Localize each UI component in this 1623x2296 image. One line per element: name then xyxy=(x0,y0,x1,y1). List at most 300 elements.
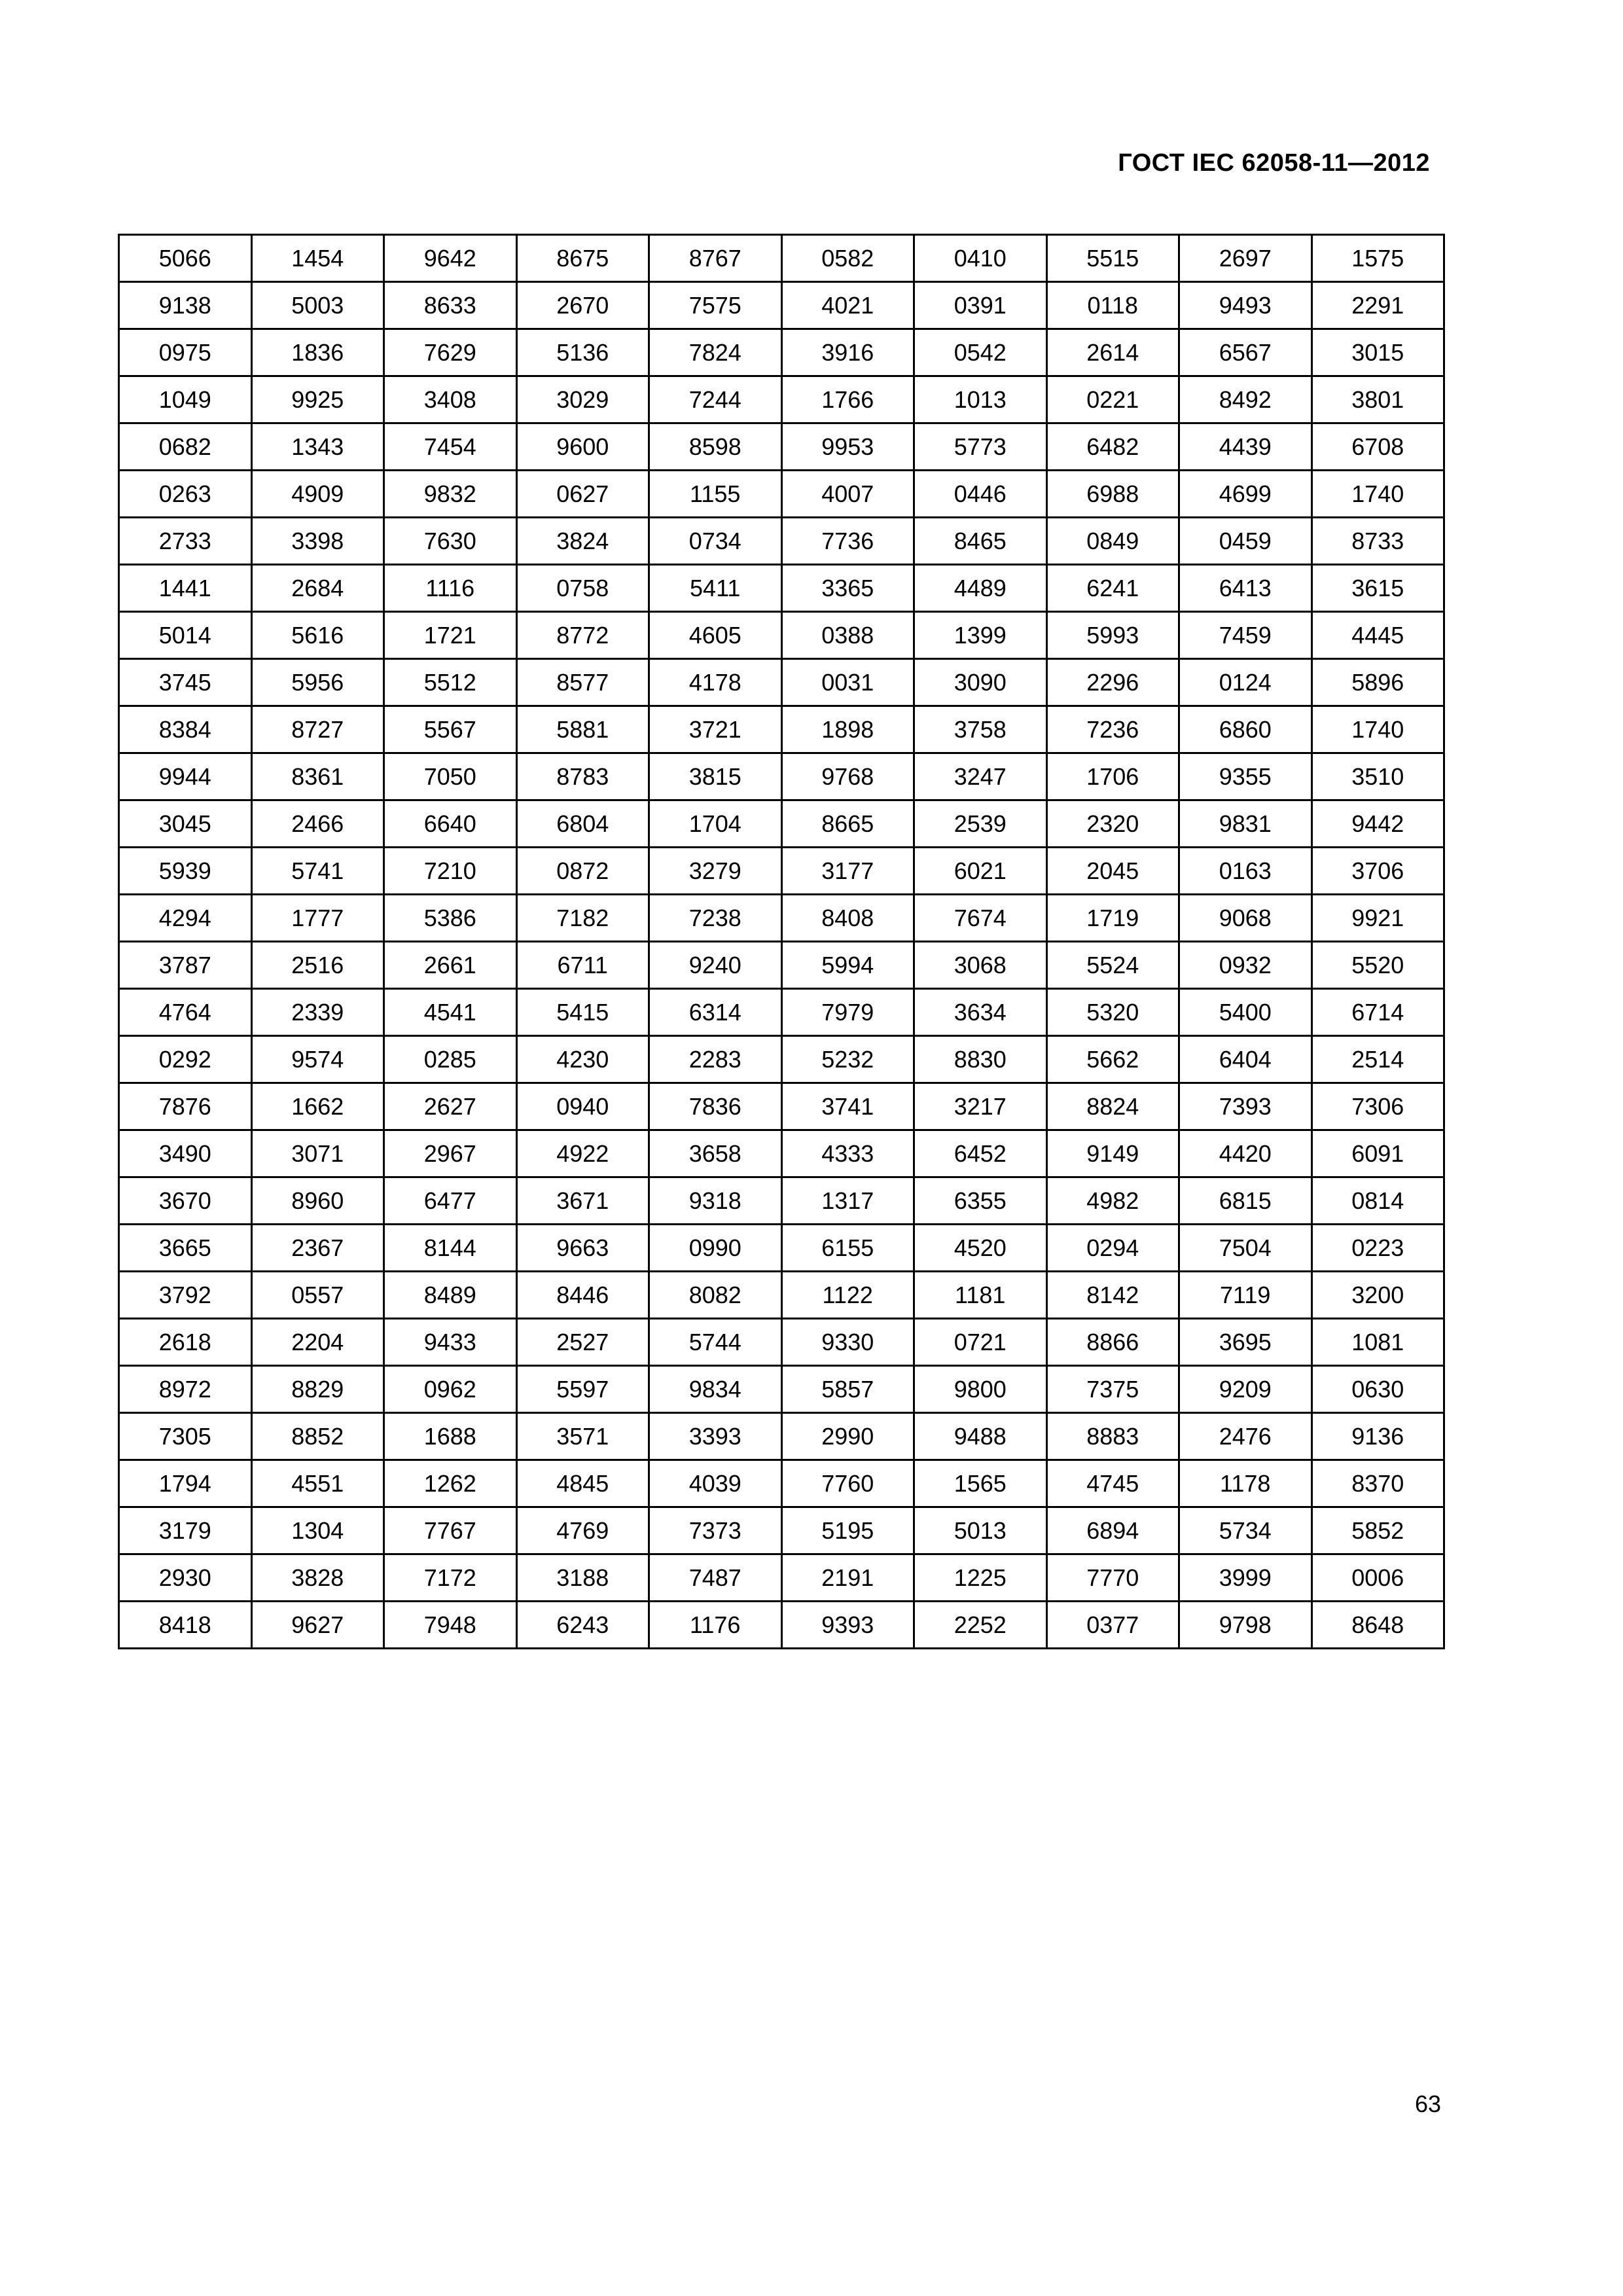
table-cell: 3916 xyxy=(781,329,914,376)
table-cell: 9768 xyxy=(781,753,914,800)
table-cell: 3815 xyxy=(649,753,782,800)
table-cell: 2204 xyxy=(251,1319,384,1366)
table-cell: 7836 xyxy=(649,1083,782,1130)
table-cell: 2967 xyxy=(384,1130,517,1177)
table-cell: 8830 xyxy=(914,1036,1047,1083)
table-row xyxy=(119,1460,1444,1507)
table-cell: 6860 xyxy=(1179,706,1312,753)
table-cell: 2045 xyxy=(1046,848,1179,895)
table-cell: 2466 xyxy=(251,800,384,848)
table-cell: 3177 xyxy=(781,848,914,895)
table-cell: 1317 xyxy=(781,1177,914,1225)
table-cell: 2367 xyxy=(251,1225,384,1272)
table-cell: 6482 xyxy=(1046,423,1179,471)
table-cell: 1343 xyxy=(251,423,384,471)
table-cell: 5852 xyxy=(1311,1507,1444,1554)
table-row xyxy=(119,753,1444,800)
table-cell: 5741 xyxy=(251,848,384,895)
table-cell: 0557 xyxy=(251,1272,384,1319)
table-cell: 8144 xyxy=(384,1225,517,1272)
table-cell: 8492 xyxy=(1179,376,1312,423)
table-cell: 1721 xyxy=(384,612,517,659)
table-cell: 3510 xyxy=(1311,753,1444,800)
table-row xyxy=(119,235,1444,282)
table-cell: 4909 xyxy=(251,471,384,518)
table-cell: 2670 xyxy=(516,282,649,329)
table-cell: 7948 xyxy=(384,1602,517,1649)
table-cell: 8465 xyxy=(914,518,1047,565)
table-cell: 2296 xyxy=(1046,659,1179,706)
table-cell: 3015 xyxy=(1311,329,1444,376)
table-cell: 2539 xyxy=(914,800,1047,848)
table-cell: 2697 xyxy=(1179,235,1312,282)
table-cell: 7487 xyxy=(649,1554,782,1602)
table-cell: 9925 xyxy=(251,376,384,423)
table-row xyxy=(119,942,1444,989)
table-cell: 4007 xyxy=(781,471,914,518)
table-cell: 7824 xyxy=(649,329,782,376)
table-cell: 1176 xyxy=(649,1602,782,1649)
table-cell: 5066 xyxy=(119,235,252,282)
table-cell: 3029 xyxy=(516,376,649,423)
table-cell: 2733 xyxy=(119,518,252,565)
table-cell: 8633 xyxy=(384,282,517,329)
table-cell: 8852 xyxy=(251,1413,384,1460)
table-cell: 8577 xyxy=(516,659,649,706)
table-cell: 0682 xyxy=(119,423,252,471)
table-cell: 8960 xyxy=(251,1177,384,1225)
table-row xyxy=(119,706,1444,753)
table-cell: 3658 xyxy=(649,1130,782,1177)
table-row xyxy=(119,1083,1444,1130)
table-cell: 3792 xyxy=(119,1272,252,1319)
table-cell: 6477 xyxy=(384,1177,517,1225)
table-cell: 6404 xyxy=(1179,1036,1312,1083)
table-cell: 1565 xyxy=(914,1460,1047,1507)
table-cell: 1122 xyxy=(781,1272,914,1319)
table-cell: 3670 xyxy=(119,1177,252,1225)
table-cell: 0940 xyxy=(516,1083,649,1130)
table-row xyxy=(119,1602,1444,1649)
table-cell: 6567 xyxy=(1179,329,1312,376)
table-cell: 4178 xyxy=(649,659,782,706)
table-cell: 8489 xyxy=(384,1272,517,1319)
table-cell: 4922 xyxy=(516,1130,649,1177)
table-cell: 6894 xyxy=(1046,1507,1179,1554)
table-cell: 8767 xyxy=(649,235,782,282)
table-row xyxy=(119,659,1444,706)
table-cell: 6241 xyxy=(1046,565,1179,612)
table-cell: 9493 xyxy=(1179,282,1312,329)
table-cell: 5994 xyxy=(781,942,914,989)
table-cell: 5411 xyxy=(649,565,782,612)
table-cell: 0031 xyxy=(781,659,914,706)
table-cell: 5773 xyxy=(914,423,1047,471)
table-row xyxy=(119,1554,1444,1602)
table-cell: 8972 xyxy=(119,1366,252,1413)
table-cell: 3615 xyxy=(1311,565,1444,612)
table-cell: 7210 xyxy=(384,848,517,895)
table-cell: 4520 xyxy=(914,1225,1047,1272)
table-row xyxy=(119,282,1444,329)
table-row xyxy=(119,848,1444,895)
table-cell: 1740 xyxy=(1311,706,1444,753)
table-cell: 8883 xyxy=(1046,1413,1179,1460)
table-cell: 5857 xyxy=(781,1366,914,1413)
table-cell: 8082 xyxy=(649,1272,782,1319)
table-cell: 1225 xyxy=(914,1554,1047,1602)
table-cell: 1719 xyxy=(1046,895,1179,942)
table-cell: 0932 xyxy=(1179,942,1312,989)
table-cell: 2339 xyxy=(251,989,384,1036)
table-cell: 1706 xyxy=(1046,753,1179,800)
table-cell: 8733 xyxy=(1311,518,1444,565)
table-cell: 9627 xyxy=(251,1602,384,1649)
table-cell: 8675 xyxy=(516,235,649,282)
table-cell: 1304 xyxy=(251,1507,384,1554)
random-number-table xyxy=(118,234,1445,1649)
table-cell: 3787 xyxy=(119,942,252,989)
table-cell: 1262 xyxy=(384,1460,517,1507)
table-cell: 0124 xyxy=(1179,659,1312,706)
table-cell: 7244 xyxy=(649,376,782,423)
table-cell: 4745 xyxy=(1046,1460,1179,1507)
table-cell: 0814 xyxy=(1311,1177,1444,1225)
table-cell: 4982 xyxy=(1046,1177,1179,1225)
table-cell: 9068 xyxy=(1179,895,1312,942)
table-row xyxy=(119,1036,1444,1083)
table-cell: 3398 xyxy=(251,518,384,565)
table-cell: 9330 xyxy=(781,1319,914,1366)
table-cell: 7238 xyxy=(649,895,782,942)
table-cell: 9663 xyxy=(516,1225,649,1272)
table-row xyxy=(119,1225,1444,1272)
table-cell: 1836 xyxy=(251,329,384,376)
table-cell: 4769 xyxy=(516,1507,649,1554)
table-cell: 5597 xyxy=(516,1366,649,1413)
table-row xyxy=(119,1413,1444,1460)
table-cell: 8648 xyxy=(1311,1602,1444,1649)
table-cell: 6355 xyxy=(914,1177,1047,1225)
table-body xyxy=(119,235,1444,1649)
table-cell: 4605 xyxy=(649,612,782,659)
table-cell: 9831 xyxy=(1179,800,1312,848)
table-cell: 8384 xyxy=(119,706,252,753)
table-cell: 3188 xyxy=(516,1554,649,1602)
table-cell: 3071 xyxy=(251,1130,384,1177)
table-cell: 0410 xyxy=(914,235,1047,282)
table-row xyxy=(119,800,1444,848)
table-cell: 0872 xyxy=(516,848,649,895)
table-cell: 1116 xyxy=(384,565,517,612)
table-cell: 9953 xyxy=(781,423,914,471)
table-cell: 4445 xyxy=(1311,612,1444,659)
table-cell: 0734 xyxy=(649,518,782,565)
table-cell: 7454 xyxy=(384,423,517,471)
table-cell: 5003 xyxy=(251,282,384,329)
table-cell: 2291 xyxy=(1311,282,1444,329)
table-cell: 1575 xyxy=(1311,235,1444,282)
table-cell: 6815 xyxy=(1179,1177,1312,1225)
table-cell: 9600 xyxy=(516,423,649,471)
table-row xyxy=(119,518,1444,565)
table-cell: 6640 xyxy=(384,800,517,848)
table-cell: 0377 xyxy=(1046,1602,1179,1649)
table-cell: 5734 xyxy=(1179,1507,1312,1554)
table-row xyxy=(119,329,1444,376)
table-cell: 9393 xyxy=(781,1602,914,1649)
table-cell: 0990 xyxy=(649,1225,782,1272)
table-cell: 0163 xyxy=(1179,848,1312,895)
table-row xyxy=(119,1272,1444,1319)
table-row xyxy=(119,989,1444,1036)
table-cell: 0459 xyxy=(1179,518,1312,565)
table-cell: 1777 xyxy=(251,895,384,942)
table-cell: 1704 xyxy=(649,800,782,848)
table-cell: 8866 xyxy=(1046,1319,1179,1366)
table-row xyxy=(119,895,1444,942)
table-cell: 9798 xyxy=(1179,1602,1312,1649)
table-cell: 0582 xyxy=(781,235,914,282)
table-cell: 3706 xyxy=(1311,848,1444,895)
table-cell: 9574 xyxy=(251,1036,384,1083)
table-cell: 0758 xyxy=(516,565,649,612)
table-cell: 0006 xyxy=(1311,1554,1444,1602)
table-cell: 9832 xyxy=(384,471,517,518)
table-row xyxy=(119,612,1444,659)
table-cell: 7629 xyxy=(384,329,517,376)
table-cell: 0849 xyxy=(1046,518,1179,565)
table-row xyxy=(119,1130,1444,1177)
table-cell: 3217 xyxy=(914,1083,1047,1130)
table-cell: 5993 xyxy=(1046,612,1179,659)
table-cell: 2990 xyxy=(781,1413,914,1460)
document-code-header: ГОСТ IEC 62058-11—2012 xyxy=(1118,149,1430,177)
table-cell: 4541 xyxy=(384,989,517,1036)
table-cell: 5515 xyxy=(1046,235,1179,282)
table-cell: 7770 xyxy=(1046,1554,1179,1602)
table-cell: 3490 xyxy=(119,1130,252,1177)
table-row xyxy=(119,423,1444,471)
table-cell: 5415 xyxy=(516,989,649,1036)
table-cell: 4039 xyxy=(649,1460,782,1507)
table-cell: 2283 xyxy=(649,1036,782,1083)
table-cell: 9318 xyxy=(649,1177,782,1225)
table-cell: 3408 xyxy=(384,376,517,423)
table-cell: 5386 xyxy=(384,895,517,942)
table-cell: 4489 xyxy=(914,565,1047,612)
table-cell: 5616 xyxy=(251,612,384,659)
table-cell: 2320 xyxy=(1046,800,1179,848)
table-cell: 9642 xyxy=(384,235,517,282)
table-cell: 8829 xyxy=(251,1366,384,1413)
table-cell: 9355 xyxy=(1179,753,1312,800)
table-cell: 2614 xyxy=(1046,329,1179,376)
table-cell: 2618 xyxy=(119,1319,252,1366)
table-cell: 2252 xyxy=(914,1602,1047,1649)
table-cell: 7575 xyxy=(649,282,782,329)
table-cell: 3741 xyxy=(781,1083,914,1130)
table-cell: 4699 xyxy=(1179,471,1312,518)
table-cell: 5232 xyxy=(781,1036,914,1083)
table-cell: 1178 xyxy=(1179,1460,1312,1507)
table-cell: 5520 xyxy=(1311,942,1444,989)
table-cell: 7393 xyxy=(1179,1083,1312,1130)
table-cell: 8418 xyxy=(119,1602,252,1649)
table-cell: 3247 xyxy=(914,753,1047,800)
table-cell: 5400 xyxy=(1179,989,1312,1036)
table-cell: 7305 xyxy=(119,1413,252,1460)
table-cell: 6452 xyxy=(914,1130,1047,1177)
table-cell: 3665 xyxy=(119,1225,252,1272)
table-cell: 0962 xyxy=(384,1366,517,1413)
table-cell: 8727 xyxy=(251,706,384,753)
table-cell: 3571 xyxy=(516,1413,649,1460)
table-cell: 2516 xyxy=(251,942,384,989)
table-cell: 1181 xyxy=(914,1272,1047,1319)
table-cell: 9834 xyxy=(649,1366,782,1413)
table-cell: 3824 xyxy=(516,518,649,565)
table-cell: 9921 xyxy=(1311,895,1444,942)
table-cell: 2930 xyxy=(119,1554,252,1602)
table-cell: 0542 xyxy=(914,329,1047,376)
random-number-table-container xyxy=(118,234,1445,1649)
table-cell: 5881 xyxy=(516,706,649,753)
table-cell: 3279 xyxy=(649,848,782,895)
table-cell: 3745 xyxy=(119,659,252,706)
table-row xyxy=(119,1319,1444,1366)
table-cell: 8665 xyxy=(781,800,914,848)
table-cell: 1441 xyxy=(119,565,252,612)
table-cell: 8824 xyxy=(1046,1083,1179,1130)
table-cell: 9136 xyxy=(1311,1413,1444,1460)
table-cell: 8370 xyxy=(1311,1460,1444,1507)
table-cell: 5662 xyxy=(1046,1036,1179,1083)
table-cell: 6711 xyxy=(516,942,649,989)
table-cell: 8446 xyxy=(516,1272,649,1319)
table-cell: 9209 xyxy=(1179,1366,1312,1413)
table-cell: 1049 xyxy=(119,376,252,423)
table-cell: 3999 xyxy=(1179,1554,1312,1602)
table-cell: 3365 xyxy=(781,565,914,612)
table-cell: 5136 xyxy=(516,329,649,376)
table-cell: 2191 xyxy=(781,1554,914,1602)
table-cell: 7876 xyxy=(119,1083,252,1130)
table-cell: 3801 xyxy=(1311,376,1444,423)
table-cell: 5013 xyxy=(914,1507,1047,1554)
table-cell: 4439 xyxy=(1179,423,1312,471)
table-cell: 7050 xyxy=(384,753,517,800)
table-cell: 0223 xyxy=(1311,1225,1444,1272)
table-cell: 2627 xyxy=(384,1083,517,1130)
table-cell: 5744 xyxy=(649,1319,782,1366)
table-cell: 5896 xyxy=(1311,659,1444,706)
table-cell: 7375 xyxy=(1046,1366,1179,1413)
table-cell: 5524 xyxy=(1046,942,1179,989)
table-cell: 1013 xyxy=(914,376,1047,423)
table-cell: 0975 xyxy=(119,329,252,376)
table-cell: 3045 xyxy=(119,800,252,848)
table-cell: 5014 xyxy=(119,612,252,659)
table-cell: 3671 xyxy=(516,1177,649,1225)
table-cell: 7504 xyxy=(1179,1225,1312,1272)
table-cell: 0630 xyxy=(1311,1366,1444,1413)
table-cell: 7306 xyxy=(1311,1083,1444,1130)
table-cell: 6708 xyxy=(1311,423,1444,471)
table-cell: 5320 xyxy=(1046,989,1179,1036)
table-row xyxy=(119,1507,1444,1554)
table-row xyxy=(119,471,1444,518)
table-cell: 6314 xyxy=(649,989,782,1036)
table-cell: 6021 xyxy=(914,848,1047,895)
table-cell: 1662 xyxy=(251,1083,384,1130)
table-cell: 6243 xyxy=(516,1602,649,1649)
table-cell: 7459 xyxy=(1179,612,1312,659)
table-cell: 4333 xyxy=(781,1130,914,1177)
table-cell: 8772 xyxy=(516,612,649,659)
table-row xyxy=(119,376,1444,423)
table-cell: 3393 xyxy=(649,1413,782,1460)
table-cell: 0627 xyxy=(516,471,649,518)
table-cell: 4230 xyxy=(516,1036,649,1083)
table-cell: 2661 xyxy=(384,942,517,989)
table-row xyxy=(119,1366,1444,1413)
table-cell: 9442 xyxy=(1311,800,1444,848)
table-cell: 1081 xyxy=(1311,1319,1444,1366)
table-cell: 3068 xyxy=(914,942,1047,989)
table-cell: 0285 xyxy=(384,1036,517,1083)
table-cell: 9944 xyxy=(119,753,252,800)
table-cell: 6155 xyxy=(781,1225,914,1272)
table-cell: 9149 xyxy=(1046,1130,1179,1177)
table-cell: 1766 xyxy=(781,376,914,423)
table-cell: 5567 xyxy=(384,706,517,753)
table-cell: 7182 xyxy=(516,895,649,942)
table-cell: 4764 xyxy=(119,989,252,1036)
table-cell: 1399 xyxy=(914,612,1047,659)
table-cell: 3634 xyxy=(914,989,1047,1036)
table-cell: 5956 xyxy=(251,659,384,706)
table-cell: 3695 xyxy=(1179,1319,1312,1366)
table-cell: 9138 xyxy=(119,282,252,329)
table-cell: 6988 xyxy=(1046,471,1179,518)
table-cell: 3758 xyxy=(914,706,1047,753)
table-cell: 5512 xyxy=(384,659,517,706)
table-cell: 0391 xyxy=(914,282,1047,329)
table-cell: 2684 xyxy=(251,565,384,612)
table-cell: 4420 xyxy=(1179,1130,1312,1177)
page-number: 63 xyxy=(1414,2090,1441,2117)
table-cell: 9433 xyxy=(384,1319,517,1366)
table-cell: 8598 xyxy=(649,423,782,471)
table-cell: 2527 xyxy=(516,1319,649,1366)
table-cell: 1898 xyxy=(781,706,914,753)
table-cell: 9488 xyxy=(914,1413,1047,1460)
table-cell: 4551 xyxy=(251,1460,384,1507)
table-cell: 1794 xyxy=(119,1460,252,1507)
table-cell: 1155 xyxy=(649,471,782,518)
table-row xyxy=(119,1177,1444,1225)
table-cell: 5195 xyxy=(781,1507,914,1554)
table-cell: 6804 xyxy=(516,800,649,848)
table-cell: 7767 xyxy=(384,1507,517,1554)
table-cell: 4294 xyxy=(119,895,252,942)
table-cell: 6714 xyxy=(1311,989,1444,1036)
table-cell: 7760 xyxy=(781,1460,914,1507)
table-cell: 3200 xyxy=(1311,1272,1444,1319)
table-row xyxy=(119,565,1444,612)
table-cell: 2514 xyxy=(1311,1036,1444,1083)
